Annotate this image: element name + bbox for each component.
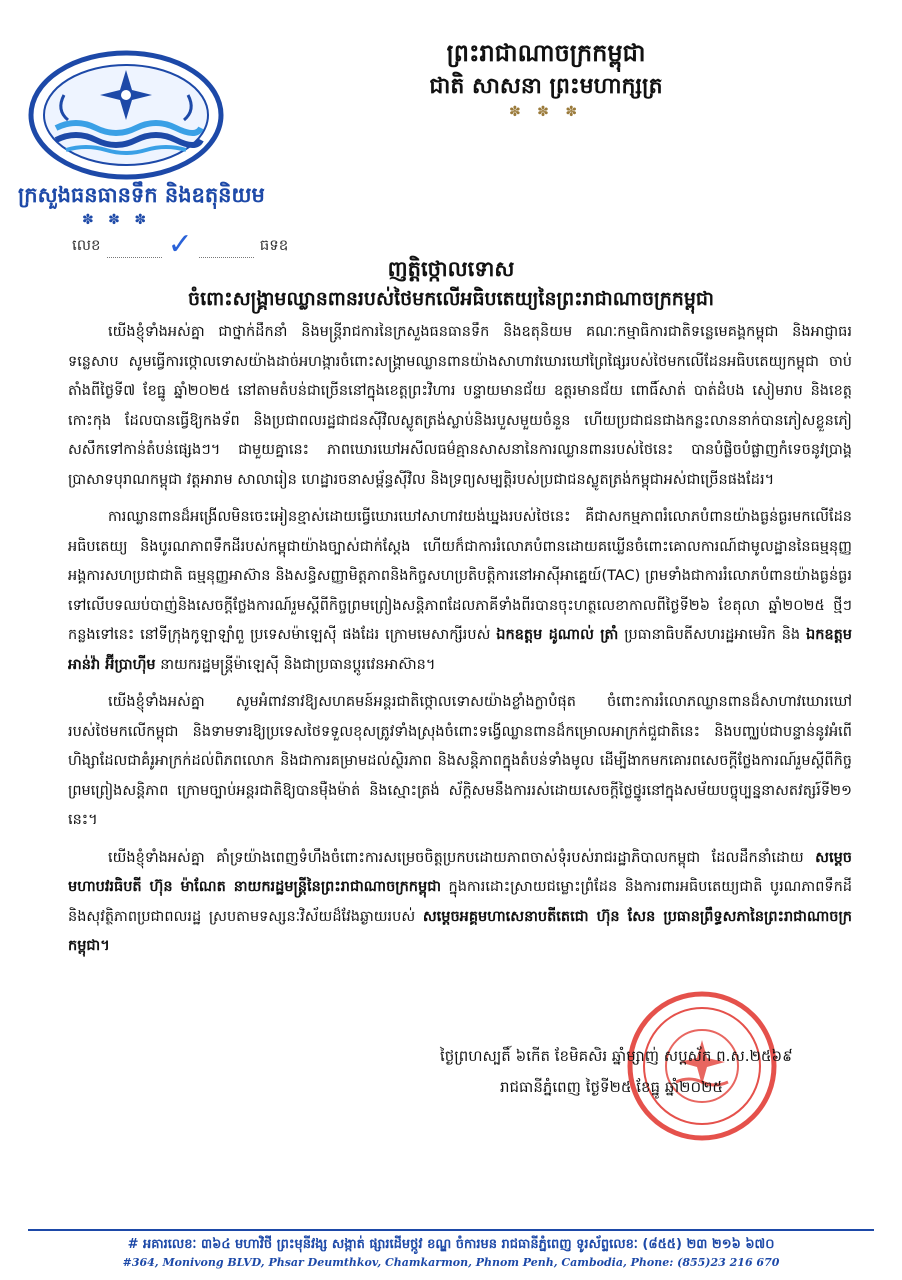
document-title: ញត្តិថ្កោលទោស <box>387 256 515 281</box>
ministry-ornament: ✽ ✽ ✽ <box>82 212 152 228</box>
paragraph-2-text: ការឈ្លានពានដ៏អង្រើលមិនចេះអៀនខ្មាស់ដោយធ្វើឃោរឃៅសាហាវយង់ឃ្នងរបស់ថៃនេះ គឺជាសកម្មភាពរំលោភបំពានយ៉ាងធ្ងន់ធ្ងរមកលើដែនអធិបតេយ្យ និងបូរណភាពទឹកដីរបស់កម្ពុជាយ៉ាងច្បាស់ជាក់ស្តែង ហើយក៏ជាការរំលោភបំពានដោយគឃ្លើនចំពោះគោលការណ៍ជាមូលដ្ឋាននៃធម្មនុញ្ញអង្គការសហប្រជាជាតិ ធម្មនុញ្ញអាស៊ាន និងសន្ធិសញ្ញាមិត្តភាពនិងកិច្ចសហប្រតិបត្តិការនៅអាស៊ីអាគ្នេយ៍(TAC) ព្រមទាំងជាការរំលោភបំពានយ៉ាងធ្ងន់ធ្ងរទៅលើបទឈប់បាញ់និងសេចក្តីថ្លែងការណ៍រួមស្តីពីកិច្ចព្រមព្រៀងសន្តិភាពដែលភាគីទាំងពីរបានចុះហត្ថលេខាកាលពីថ្ងៃទី២៦ ខែតុលា ឆ្នាំ២០២៥ ថ្មីៗកន្លងទៅនេះ នៅទីក្រុងកូឡាឡាំពួ ប្រទេសម៉ាឡេស៊ី ផងដែរ ក្រោមមេសាក្សីរបស់ <box>68 509 852 643</box>
paragraph-4-bold: សម្តេចអគ្គមហាសេនាបតីតេជោ ហ៊ុន សែន ប្រធានព្រឹទ្ធសភានៃព្រះរាជាណាចក្រកម្ពុជា។ <box>68 908 852 954</box>
ref-label: លេខ <box>72 236 101 254</box>
paragraph-4-bold: សម្តេចមហាបវរធិបតី ហ៊ុន ម៉ាណែត នាយករដ្ឋមន្ត្រីនៃព្រះរាជាណាចក្រកម្ពុជា <box>68 849 852 895</box>
document-body <box>68 318 852 970</box>
check-mark-icon: ✓ <box>167 227 193 262</box>
footer-address-english: #364, Monivong BLVD, Phsar Deumthkov, Chamkarmon, Phnom Penh, Cambodia, Phone: (855)23 216 670 <box>122 1256 780 1269</box>
paragraph-2-bold: ឯកឧត្តម ដូណាល់ ត្រាំ <box>496 627 619 643</box>
national-motto: ជាតិ សាសនា ព្រះមហាក្សត្រ <box>429 73 663 99</box>
footer-divider <box>28 1229 874 1231</box>
footer-address-khmer: # អគារលេខៈ ៣៦៤ មហាវិថី ព្រះមុនីវង្ស សង្កាត់ ផ្សារដើមថ្កូវ ខណ្ឌ ចំការមន រាជធានីភ្នំពេញ ទូរស័ព្ទលេខៈ (៨៥៥) ២៣ ២១៦ ៦៧០ <box>127 1237 775 1252</box>
reference-number <box>72 227 289 262</box>
paragraph-4-text: យើងខ្ញុំទាំងអស់គ្នា គាំទ្រយ៉ាងពេញទំហឹងចំពោះការសម្រេចចិត្តប្រកបដោយភាពចាស់ទុំរបស់រាជរដ្ឋាភិបាលកម្ពុជា ដែលដឹកនាំដោយ <box>108 849 804 866</box>
paragraph-2 <box>68 503 852 680</box>
document-subtitle: ចំពោះសង្គ្រាមឈ្លានពានរបស់ថៃមកលើអធិបតេយ្យនៃព្រះរាជាណាចក្រកម្ពុជា <box>188 288 714 310</box>
lunar-date: ថ្ងៃព្រហស្បតិ៍ ៦កើត ខែមិគសិរ ឆ្នាំម្សាញ់ សប្តស័ក ព.ស.២៥៦៩ <box>440 1047 793 1065</box>
ornament-divider: ✽ ✽ ✽ <box>508 104 584 120</box>
ref-suffix: ធទឧ <box>259 236 289 254</box>
paragraph-3: យើងខ្ញុំទាំងអស់គ្នា សូមអំពាវនាវឱ្យសហគមន៍អន្តរជាតិថ្កោលទោសយ៉ាងខ្លាំងក្លាបំផុត ចំពោះការរំលោភឈ្លានពានដ៏សាហាវឃោរឃៅរបស់ថៃមកលើកម្ពុជា និងទាមទារឱ្យប្រទេសថៃទទួលខុសត្រូវទាំងស្រុងចំពោះទង្វើឈ្លានពានដ៏កម្រោលអាក្រក់ជួជាតិនេះ និងបញ្ឈប់ជាបន្ទាន់នូវអំពើហិង្សាដែលជាគំរូអាក្រក់ដល់ពិភពលោក និងជាការគម្រាមដល់ស្ថិរភាព និងសន្តិភាពក្នុងតំបន់ទាំងមូល ដើម្បីងាកមកគោរពសេចក្តីថ្លែងការណ៍រួមស្តីពីកិច្ចព្រមព្រៀងសន្តិភាព ក្រោមច្បាប់អន្តរជាតិឱ្យបានម៉ឺងម៉ាត់ និងស្មោះត្រង់ ស័ក្តិសមនឹងការរស់ដោយសេចក្តីថ្លៃថ្នូរនៅក្នុងសម័យបច្ចុប្បន្ននាសតវត្សរ៍ទី២១ នេះ។ <box>68 694 852 828</box>
paragraph-1: យើងខ្ញុំទាំងអស់គ្នា ជាថ្នាក់ដឹកនាំ និងមន្ត្រីរាជការនៃក្រសួងធនធានទឹក និងឧតុនិយម គណៈកម្មាធិការជាតិទន្លេមេគង្គកម្ពុជា និងអាជ្ញាធរទន្លេសាប សូមធ្វើការថ្កោលទោសយ៉ាងដាច់អហង្ការចំពោះសង្គ្រាមឈ្លានពានយ៉ាងសាហាវឃោរឃៅព្រៃផ្សៃរបស់ថៃមកលើដែនអធិបតេយ្យកម្ពុជា ចាប់តាំងពីថ្ងៃទី៧ ខែធ្នូ ឆ្នាំ២០២៥ នៅតាមតំបន់ជាច្រើននៅក្នុងខេត្តព្រះវិហារ បន្ទាយមានជ័យ ឧត្តរមានជ័យ ពោធិ៍សាត់ បាត់ដំបង សៀមរាប និងខេត្តកោះកុង ដែលបានធ្វើឱ្យកងទ័ព និងប្រជាពលរដ្ឋជាជនស៊ីវិលស្លូតត្រង់ស្លាប់និងរបួសមួយចំនួន ហើយប្រជាជនជាងកន្លះលាននាក់បានភៀសខ្លួនភៀសសឹកទៅកាន់តំបន់ផ្សេងៗ។ ជាមួយគ្នានេះ ភាពឃោរឃៅអសីលធម៌គ្មានសាសនានៃការឈ្លានពានរបស់ថៃនេះ បានបំផ្លិចបំផ្លាញកំទេចនូវប្រាង្គប្រាសាទបុរាណកម្ពុជា វត្តអារាម សាលារៀន ហេដ្ឋារចនាសម្ព័ន្ធស៊ីវិល និងទ្រព្យសម្បត្តិរបស់ប្រជាជនស្លូតត្រង់កម្ពុជាអស់ជាច្រើនផងដែរ។ <box>68 324 852 488</box>
paragraph-2-bold: ឯកឧត្តម អាន់វ៉ា អ៊ីប្រាហ៊ីម <box>68 627 853 673</box>
paragraph-4-text: ក្នុងការដោះស្រាយជម្លោះព្រំដែន និងការពារអធិបតេយ្យជាតិ បូរណភាពទឹកដី និងសុវត្ថិភាពប្រជាពលរដ្ឋ ស្របតាមទស្សនៈវិស័យដ៏វែងឆ្ងាយរបស់ <box>68 879 853 925</box>
paragraph-2-text: ប្រធានាធិបតីសហរដ្ឋអាមេរិក និង <box>624 627 801 643</box>
paragraph-2-text: នាយករដ្ឋមន្ត្រីម៉ាឡេស៊ី និងជាប្រធានប្តូរវេនអាស៊ាន។ <box>160 656 436 673</box>
ministry-logo-icon <box>26 50 226 180</box>
paragraph-4 <box>68 844 852 962</box>
ministry-name: ក្រសួងធនធានទឹក និងឧតុនិយម <box>18 182 265 207</box>
solar-date: រាជធានីភ្នំពេញ ថ្ងៃទី២៥ ខែធ្នូ ឆ្នាំ២០២៥ <box>500 1078 724 1096</box>
kingdom-title: ព្រះរាជាណាចក្រកម្ពុជា <box>446 38 646 67</box>
